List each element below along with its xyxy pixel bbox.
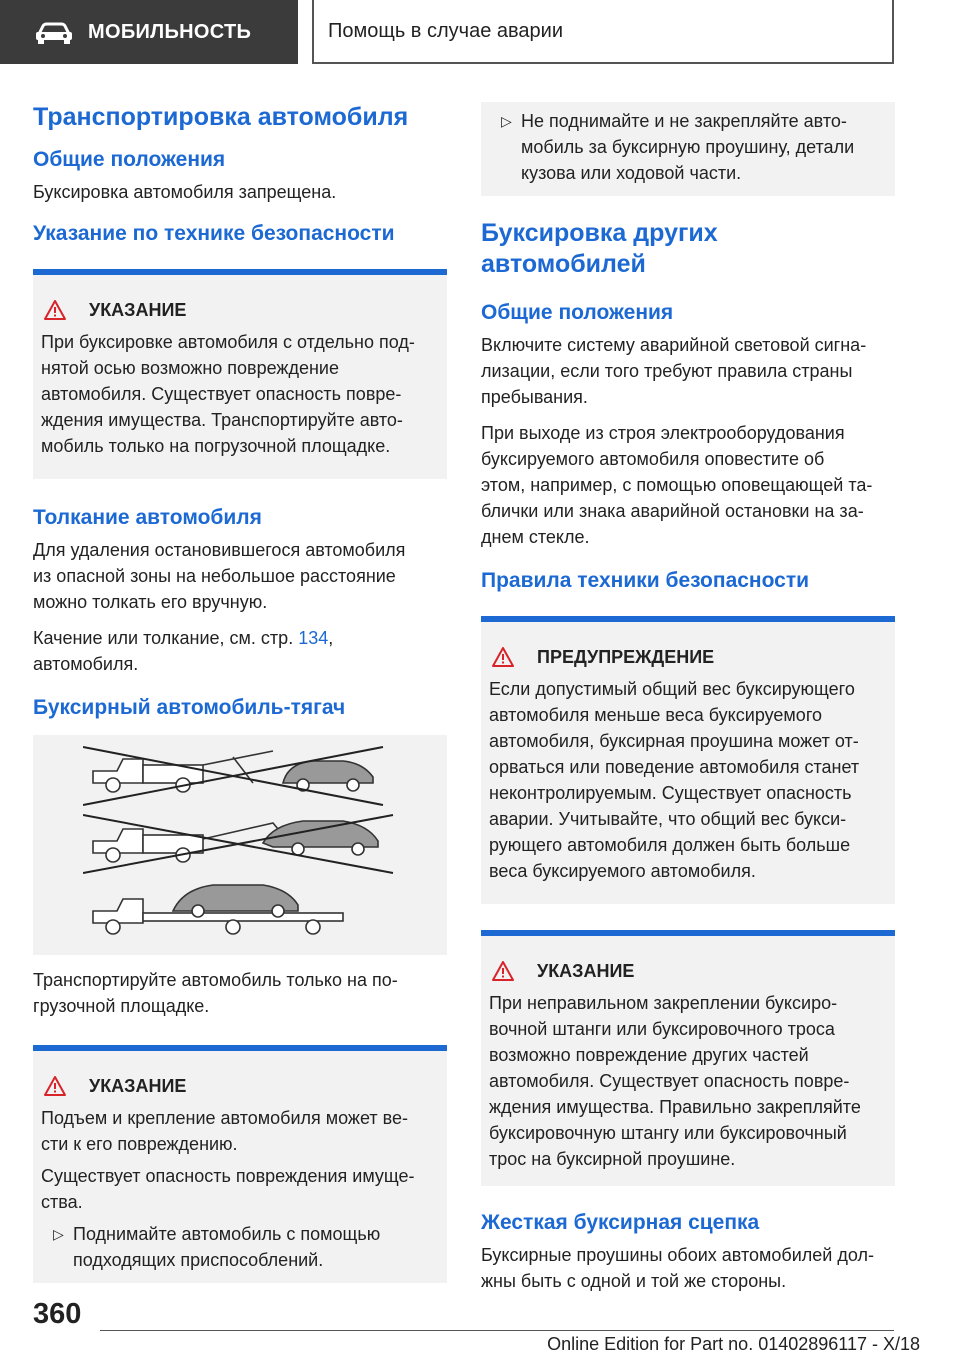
right-column [481,102,895,1304]
tow-heading: Буксирный автомобиль-тягач [33,696,346,719]
notice-text: Подъем и крепление автомобиля может ве- сти к его повреждению. [41,1108,408,1154]
rigid-text: Буксирные проушины обоих автомобилей дол- жны быть с одной и той же стороны. [481,1245,874,1291]
tow-truck-illustration [33,735,447,955]
rules-heading: Правила техники безопасности [481,569,810,592]
chapter-tab [312,0,894,64]
chapter-label: Помощь в случае аварии [328,19,563,42]
warning-title: ПРЕДУПРЕЖДЕНИЕ [489,646,887,668]
left-column [33,102,447,1283]
rolling-text: Качение или толкание, см. стр. 134, автомобиля. [33,628,334,674]
section-tab [0,0,298,64]
notice-box-2 [33,1045,447,1283]
section-label: МОБИЛЬНОСТЬ [88,20,252,43]
rigid-heading: Жесткая буксирная сцепка [481,1211,760,1234]
notice-title: УКАЗАНИЕ [489,960,887,982]
illustration-caption: Транспортируйте автомобиль только на по- грузочной площадке. [33,970,398,1016]
notice-title: УКАЗАНИЕ [41,1075,439,1097]
electrical-failure-text: При выходе из строя электрооборудования буксируемого автомобиля оповестите об этом, например, с помощью оповещающей та- блички или знака аварийной остановки на за- днем стекле. [481,423,873,547]
warning-triangle-icon [491,646,515,668]
notice-text: При неправильном закреплении буксиро- вочной штанги или буксировочного троса возможно повреждение других частей автомобиля. Существует опасность повре- ждения имущества. Правильно закрепляйте буксировочную штангу или буксировочный трос на буксирной проушине. [489,993,861,1169]
warning-text: Если допустимый общий вес буксирующего автомобиля меньше веса буксируемого автомобиля, буксирная проушина может от- орваться или поведение автомобиля станет неконтролируемым. Существует опасность аварии. Учитывайте, что общий вес букси- рующего автомобиля должен быть больше веса буксируемого автомобиля. [489,679,860,881]
page-link[interactable]: 134 [298,628,329,648]
notice-text: Существует опасность повреждения имуще- ства. [41,1166,415,1212]
safety-heading: Указание по технике безопасности [33,222,395,245]
general-heading: Общие положения [33,148,226,171]
page-number: 360 [33,1298,82,1330]
bullet-triangle-icon: ▷ [501,113,512,129]
hazard-lights-text: Включите систему аварийной световой сигна- лизации, если того требуют правила страны пребывания. [481,335,867,407]
notice-text: При буксировке автомобиля с отдельно под- нятой осью возможно повреждение автомобиля. Существует опасность повре- ждения имущества. Транспортируйте авто- мобиль только на погрузочной площадке. [41,332,415,456]
bullet-triangle-icon: ▷ [53,1226,64,1242]
bullet-item: ▷ Не поднимайте и не закрепляйте авто- мобиль за буксирную проушину, детали кузова или ходовой части. [489,108,887,186]
notice-box [33,269,447,479]
warning-triangle-icon [43,1075,67,1097]
push-text: Для удаления остановившегося автомобиля из опасной зоны на небольшое расстояние можно толкать его вручную. [33,540,406,612]
notice-title: УКАЗАНИЕ [41,299,439,321]
push-heading: Толкание автомобиля [33,506,262,529]
warning-box [481,616,895,904]
page-title: Транспортировка автомобиля [33,103,409,131]
edition-text: Online Edition for Part no. 01402896117 - X/18 [547,1334,920,1354]
general-heading: Общие положения [481,301,674,324]
bullet-item: ▷ Поднимайте автомобиль с помощью подходящих приспособлений. [41,1221,439,1273]
tow-illustration-image [83,743,403,949]
warning-triangle-icon [491,960,515,982]
car-icon [34,20,74,44]
general-text: Буксировка автомобиля запрещена. [33,182,337,202]
section-title: Буксировка других автомобилей [481,219,718,278]
warning-triangle-icon [43,299,67,321]
notice-continuation [481,102,895,196]
notice-box-3 [481,930,895,1186]
footer-divider [100,1330,894,1331]
